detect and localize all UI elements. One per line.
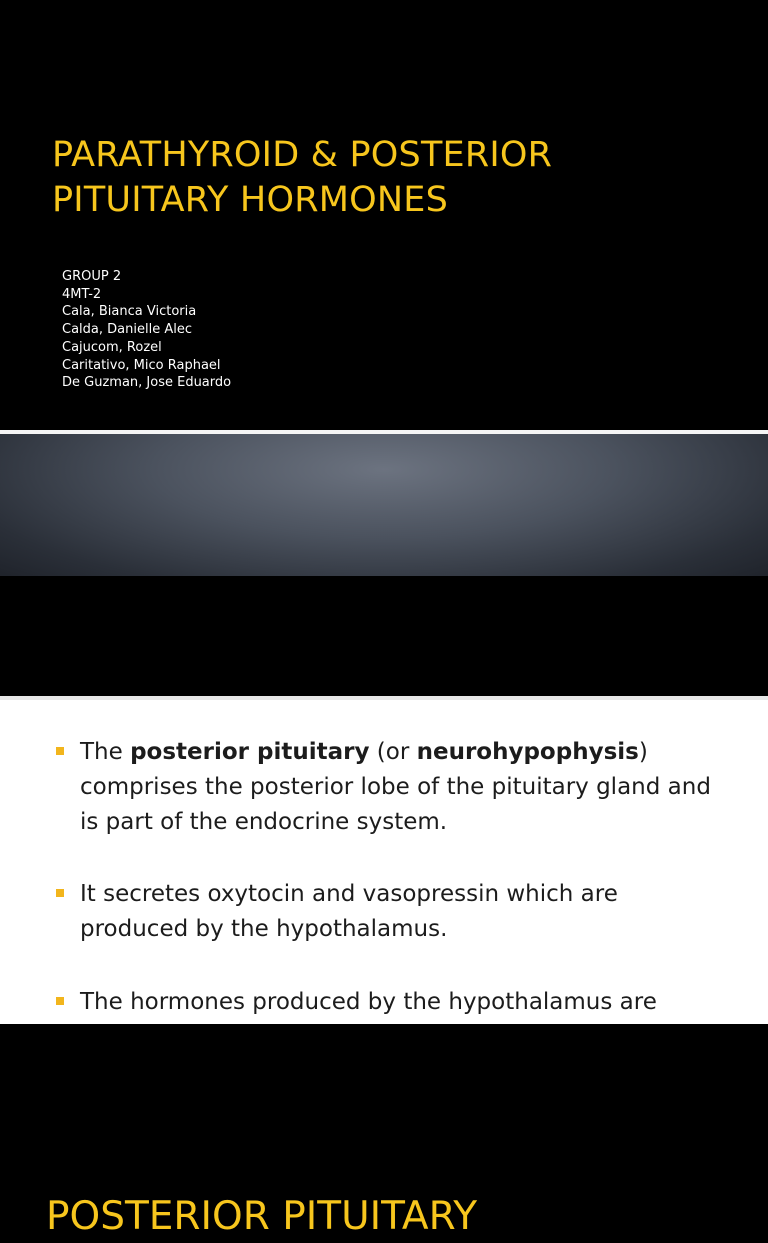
- bullet-text: The: [80, 739, 131, 765]
- bullet-item: [80, 985, 720, 1020]
- author-line: Caritativo, Mico Raphael: [62, 357, 221, 373]
- author-line: Cajucom, Rozel: [62, 339, 162, 355]
- bullet-text: ) comprises the posterior lobe of the pituitary gland and is part of the endocrine system.: [80, 739, 711, 835]
- bullet-bold-term: posterior pituitary: [130, 739, 370, 765]
- square-bullet-icon: [56, 997, 64, 1005]
- slide-title: [52, 133, 752, 223]
- bullet-item: [80, 735, 720, 840]
- section-heading: POSTERIOR PITUITARY: [46, 1194, 478, 1239]
- title-slide: [0, 0, 768, 430]
- slide-gradient-band: [0, 434, 768, 576]
- author-line: De Guzman, Jose Eduardo: [62, 375, 232, 391]
- slide-title-line-1: PARATHYROID & POSTERIOR: [52, 135, 553, 175]
- author-line: GROUP 2: [62, 269, 122, 284]
- bullet-text: It secretes oxytocin and vasopressin which are produced by the hypothalamus.: [80, 881, 618, 942]
- author-line: 4MT-2: [62, 286, 102, 302]
- square-bullet-icon: [56, 889, 64, 897]
- bullet-bold-term: neurohypophysis: [416, 739, 639, 765]
- bullet-text: The hormones produced by the hypothalamus are: [80, 989, 657, 1015]
- bullet-text: (or: [369, 739, 417, 765]
- bullet-item: [80, 877, 720, 947]
- square-bullet-icon: [56, 747, 64, 755]
- author-line: Cala, Bianca Victoria: [62, 304, 197, 320]
- author-line: Calda, Danielle Alec: [62, 322, 192, 338]
- author-list: [62, 268, 231, 392]
- slide-title-line-2: PITUITARY HORMONES: [52, 180, 448, 220]
